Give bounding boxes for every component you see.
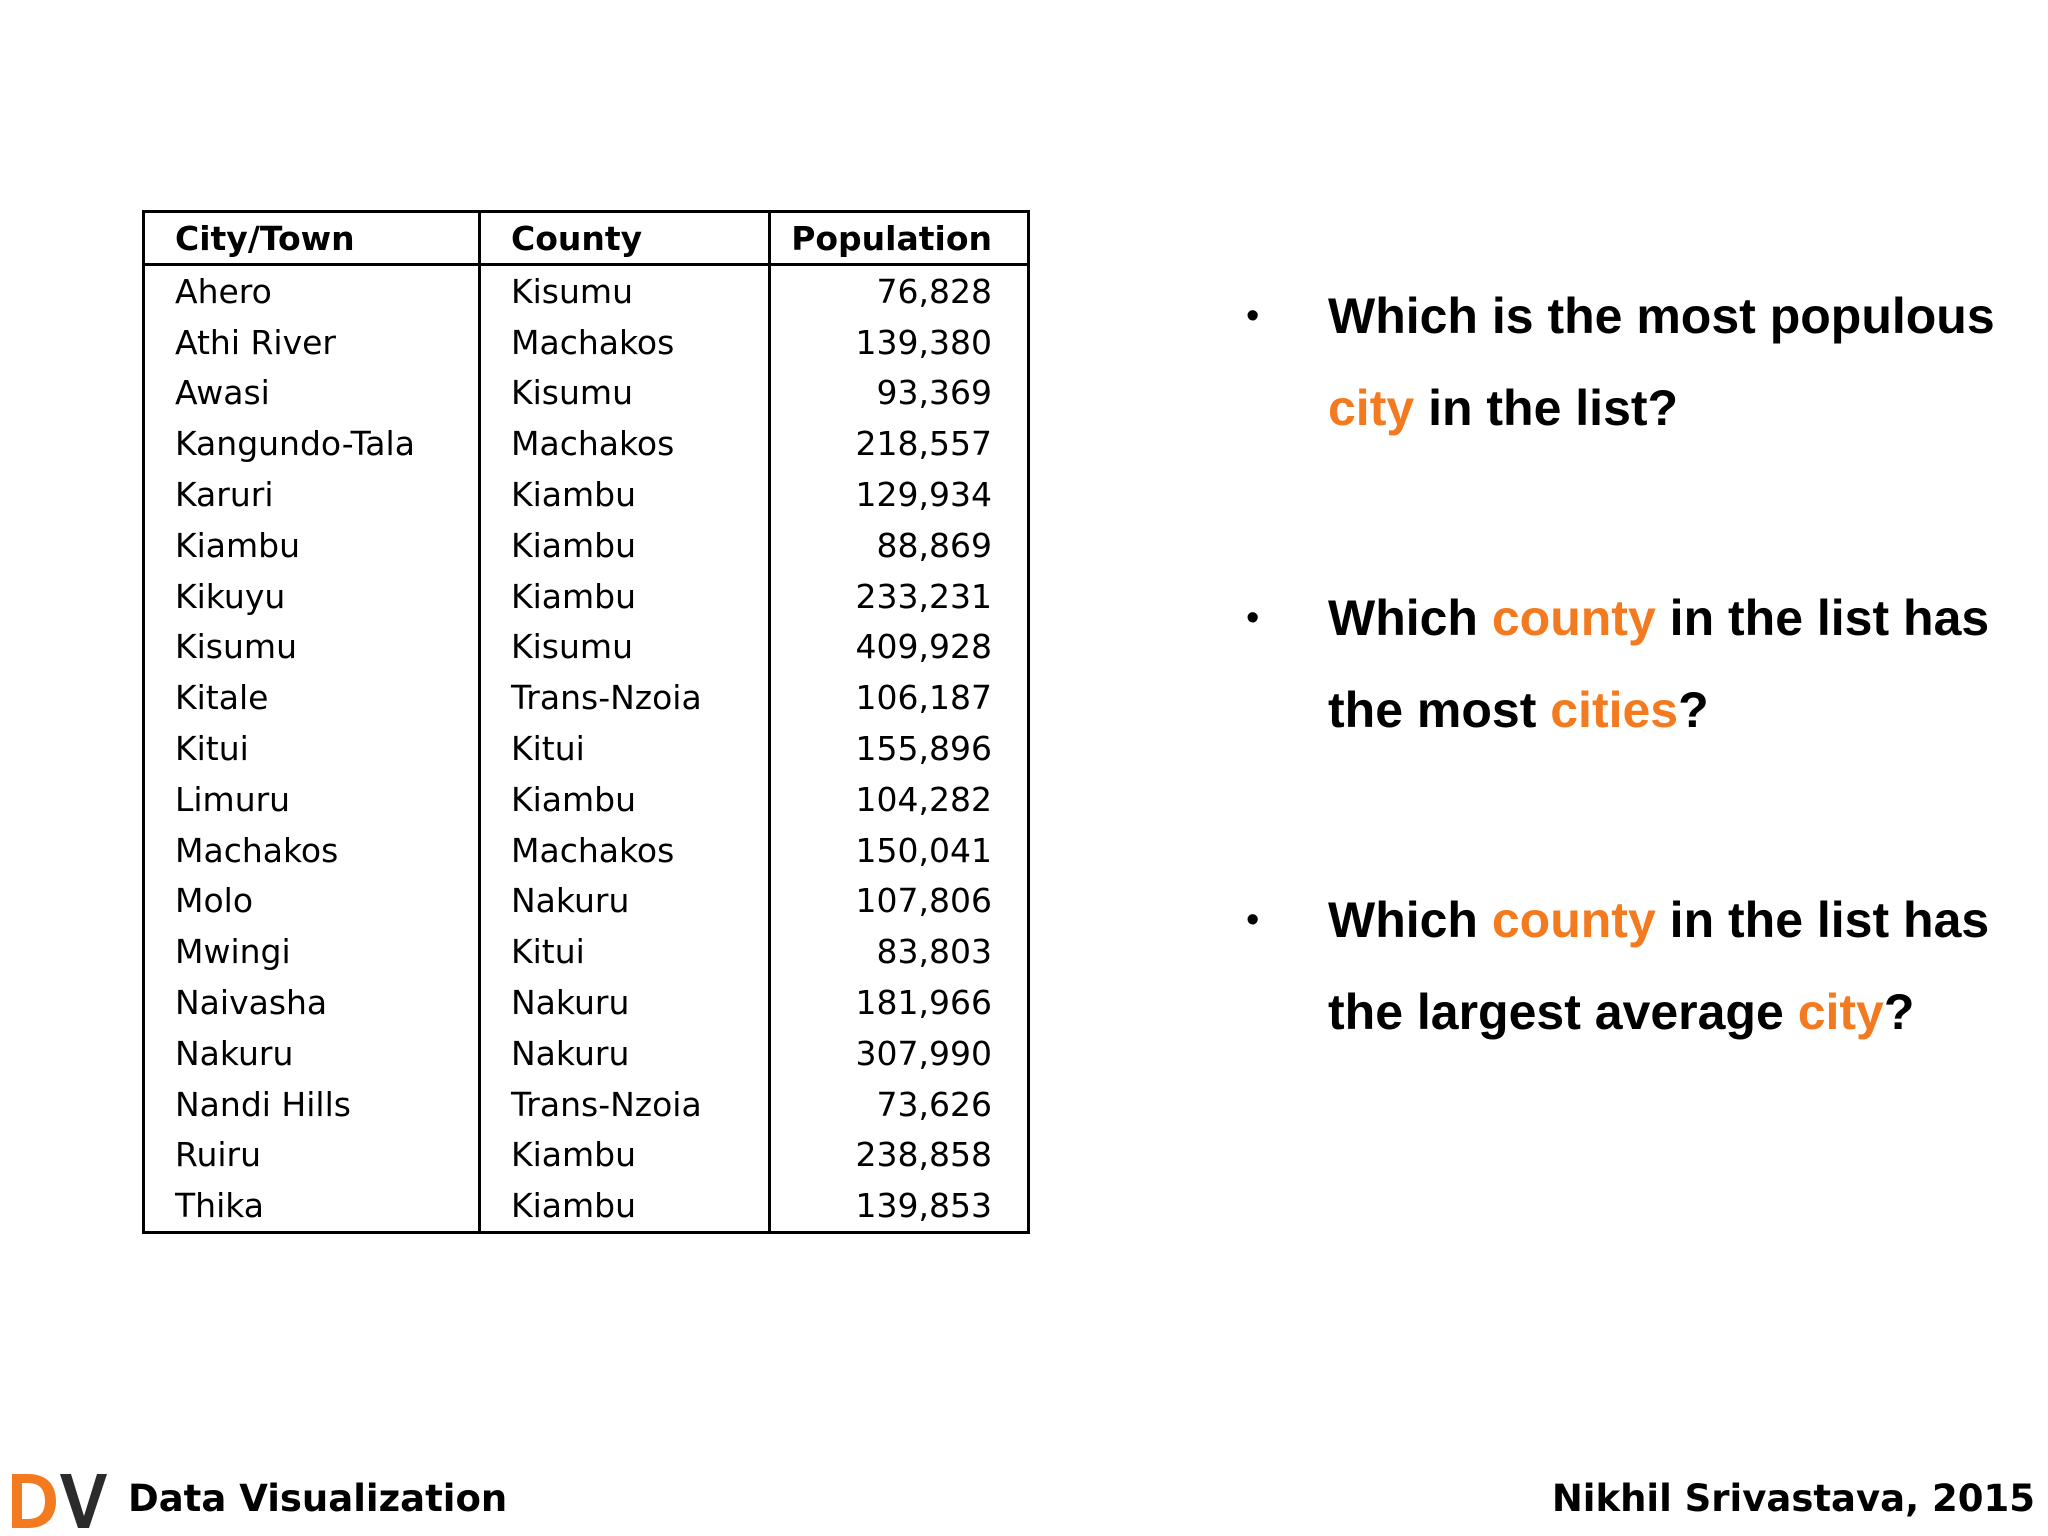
cell-population: 106,187 [855,678,992,718]
bullet-icon: • [1246,295,1260,337]
cell-population: 83,803 [876,932,992,972]
cell-county: Machakos [480,825,770,876]
cell-city: Karuri [144,469,480,520]
table-row [144,368,1029,419]
question-text: ? [1883,984,1915,1040]
cell-county: Nakuru [480,876,770,927]
cell-city: Machakos [144,825,480,876]
cell-population: 104,282 [855,779,992,819]
cell-population: 409,928 [855,627,992,667]
question-item [1246,874,2026,1058]
question-highlight-term: cities [1550,682,1679,738]
cell-county: Kiambu [480,1130,770,1181]
table-row [144,977,1029,1028]
column-header-county: County [480,212,770,265]
cell-city: Limuru [144,774,480,825]
cell-population: 129,934 [855,475,992,515]
table-row [144,1079,1029,1130]
column-header-population: Population [770,212,1029,265]
cell-population: 218,557 [855,424,992,464]
cell-population: 307,990 [855,1033,992,1073]
question-text: Which is the most populous [1328,288,1995,344]
cell-city: Nakuru [144,1028,480,1079]
table-row [144,672,1029,723]
footer-course-title: Data Visualization [128,1477,508,1520]
question-list [1246,270,2026,1058]
cell-population: 181,966 [855,983,992,1023]
cell-city: Kangundo-Tala [144,418,480,469]
cell-population: 88,869 [876,525,992,565]
table-row [144,622,1029,673]
cell-population: 233,231 [855,576,992,616]
table-row [144,1130,1029,1181]
question-text: in the list has the largest average [1328,892,1990,1040]
cell-population: 139,380 [855,322,992,362]
cell-county: Trans-Nzoia [480,1079,770,1130]
table-row [144,571,1029,622]
table-header-row [144,212,1029,265]
cell-city: Kisumu [144,622,480,673]
dv-logo-icon [8,1470,108,1532]
table-row [144,265,1029,317]
table-row [144,418,1029,469]
question-text: Which [1328,892,1492,948]
cell-county: Nakuru [480,977,770,1028]
table-row [144,825,1029,876]
bullet-icon: • [1246,899,1260,941]
cell-county: Nakuru [480,1028,770,1079]
cell-city: Mwingi [144,926,480,977]
cell-population: 107,806 [855,881,992,921]
cell-population: 139,853 [855,1186,992,1226]
cell-county: Kiambu [480,1180,770,1232]
cell-city: Ruiru [144,1130,480,1181]
cell-county: Kisumu [480,368,770,419]
cell-population: 93,369 [876,373,992,413]
footer-author: Nikhil Srivastava, 2015 [1551,1477,2035,1520]
cell-county: Machakos [480,418,770,469]
city-population-table [142,210,1030,1234]
cell-city: Molo [144,876,480,927]
column-header-city: City/Town [144,212,480,265]
cell-county: Kisumu [480,622,770,673]
cell-population: 73,626 [876,1084,992,1124]
cell-county: Kitui [480,723,770,774]
table-body [144,265,1029,1233]
city-population-table-container [142,210,1030,1234]
cell-population: 155,896 [855,729,992,769]
question-item [1246,572,2026,756]
cell-county: Kiambu [480,520,770,571]
cell-city: Athi River [144,317,480,368]
cell-county: Kiambu [480,571,770,622]
table-row [144,1028,1029,1079]
question-text: Which [1328,590,1492,646]
cell-county: Machakos [480,317,770,368]
cell-city: Awasi [144,368,480,419]
question-highlight-term: city [1328,380,1415,436]
table-row [144,1180,1029,1232]
cell-city: Thika [144,1180,480,1232]
cell-city: Nandi Hills [144,1079,480,1130]
question-highlight-term: county [1491,590,1656,646]
question-text: ? [1678,682,1709,738]
question-highlight-term: county [1491,892,1656,948]
cell-county: Trans-Nzoia [480,672,770,723]
cell-population: 76,828 [876,271,992,311]
table-row [144,774,1029,825]
question-item [1246,270,2026,454]
question-text: in the list has the most [1328,590,1990,738]
cell-population: 238,858 [855,1135,992,1175]
cell-county: Kiambu [480,469,770,520]
cell-population: 150,041 [855,830,992,870]
question-text: in the list? [1414,380,1679,436]
cell-city: Kikuyu [144,571,480,622]
table-row [144,926,1029,977]
cell-county: Kisumu [480,265,770,317]
table-row [144,317,1029,368]
cell-city: Kitui [144,723,480,774]
cell-city: Kitale [144,672,480,723]
question-highlight-term: city [1797,984,1884,1040]
cell-county: Kitui [480,926,770,977]
table-row [144,876,1029,927]
bullet-icon: • [1246,597,1260,639]
cell-city: Ahero [144,265,480,317]
cell-city: Kiambu [144,520,480,571]
cell-city: Naivasha [144,977,480,1028]
table-row [144,469,1029,520]
table-row [144,723,1029,774]
table-row [144,520,1029,571]
cell-county: Kiambu [480,774,770,825]
